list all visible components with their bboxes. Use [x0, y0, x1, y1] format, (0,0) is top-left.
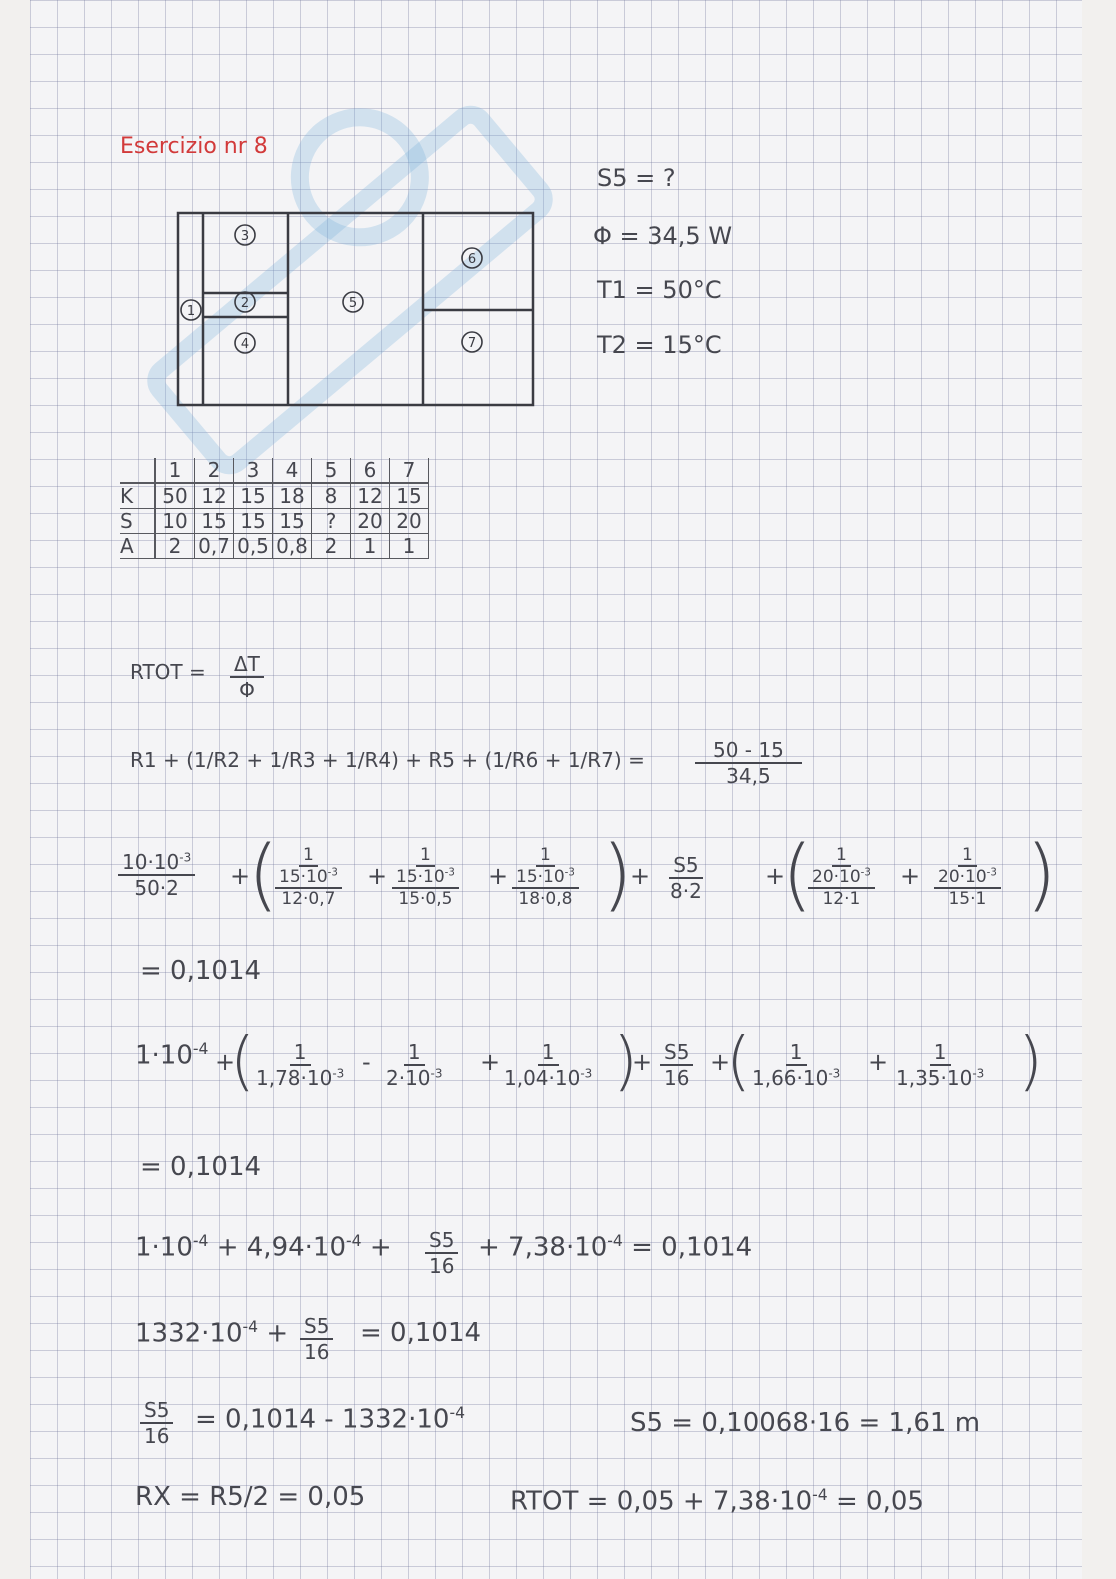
table-header-cell: 4 — [273, 458, 312, 483]
eq3-t2b-exp: -3 — [444, 867, 455, 879]
open-paren: ( — [248, 830, 279, 920]
eq3-t4b-exp: -3 — [986, 867, 997, 879]
eq7-rhs: = $0,1014 - 1332\cdot 10^{-4}$ — [195, 1404, 466, 1435]
eq5-den: 16 — [429, 1254, 455, 1278]
open-paren: ( — [782, 830, 813, 920]
table-cell: 20 — [390, 509, 429, 534]
eq3-t2c-one: 1 — [536, 845, 555, 867]
properties-table — [120, 458, 429, 559]
table-cell: 20 — [351, 509, 390, 534]
eq3-term3 — [666, 853, 706, 903]
eq2-numerator: 50 - 15 — [695, 738, 802, 764]
given-t2: T2 = 15°C — [597, 331, 722, 359]
plus-sign: + — [488, 862, 509, 890]
row-label: A — [120, 534, 155, 559]
diagram-label-3: 3 — [240, 229, 250, 244]
eq6-result: = 0,1014 — [360, 1318, 482, 1348]
table-cell: 15 — [195, 509, 234, 534]
eq4-term3-num: S5 — [660, 1040, 693, 1066]
eq4-t2a: $\frac{1}{1,78\cdot 10^{-3}}$ — [256, 1040, 345, 1090]
plus-sign: + — [900, 862, 921, 890]
eq6-num: S5 — [300, 1314, 333, 1340]
table-row — [120, 509, 429, 534]
eq3-term1-exp: -3 — [179, 850, 192, 865]
table-cell: 50 — [155, 483, 195, 509]
eq4-t4a: $\frac{1}{1,66\cdot 10^{-3}}$ — [752, 1040, 841, 1090]
open-paren: ( — [726, 1025, 751, 1099]
row-label: S — [120, 509, 155, 534]
eq4-t2b-num: 1 — [404, 1040, 425, 1066]
table-cell: 2 — [312, 534, 351, 559]
table-cell: 12 — [351, 483, 390, 509]
table-header-cell: 2 — [195, 458, 234, 483]
close-paren: ) — [613, 1025, 638, 1099]
table-header-cell: 5 — [312, 458, 351, 483]
eq4-t2c-den: 1,04·10 — [504, 1066, 581, 1090]
eq5-line: $1\cdot 10^{-4} + 4,94\cdot 10^{-4}$ + — [135, 1232, 392, 1263]
eq7-num: S5 — [140, 1398, 173, 1424]
eq3-t4a-one: 1 — [832, 845, 851, 867]
given-flux: Φ = 34,5 W — [593, 222, 733, 250]
table-cell: 0,7 — [195, 534, 234, 559]
table-cell: 15 — [234, 509, 273, 534]
eq3-t2b-one: 1 — [416, 845, 435, 867]
diagram-label-7: 7 — [467, 336, 477, 351]
eq2-denominator: 34,5 — [726, 764, 771, 788]
wall-diagram — [170, 205, 540, 410]
eq3-t4a — [808, 845, 875, 909]
given-t1: T1 = 50°C — [597, 276, 722, 304]
eq1-denominator: Φ — [239, 678, 255, 702]
close-paren: ) — [602, 830, 633, 920]
table-cell: 15 — [273, 509, 312, 534]
eq3-term1-num: 10·10 — [122, 850, 180, 874]
table-cell: 15 — [234, 483, 273, 509]
table-row — [120, 483, 429, 509]
eq3-t4b — [934, 845, 1001, 909]
row-label: K — [120, 483, 155, 509]
diagram-label-5: 5 — [348, 296, 358, 311]
table-header-cell: 7 — [390, 458, 429, 483]
eq3-t4b-den: 15·1 — [948, 889, 987, 909]
table-header-row — [120, 458, 429, 483]
eq4-t2c-num: 1 — [538, 1040, 559, 1066]
eq4-t4a-num: 1 — [786, 1040, 807, 1066]
diagram-label-1: 1 — [186, 304, 196, 319]
eq5-fraction — [425, 1228, 458, 1278]
eq7-den: 16 — [144, 1424, 170, 1448]
eq4-t4b: $\frac{1}{1,35\cdot 10^{-3}}$ — [896, 1040, 985, 1090]
eq8-rhs: RTOT = $0,05 + 7,38\cdot 10^{-4} = 0,05$ — [510, 1486, 924, 1517]
eq4-term3 — [660, 1040, 693, 1090]
plus-sign: + — [630, 862, 651, 890]
eq6-fraction — [300, 1314, 333, 1364]
given-unknown: S5 = ? — [597, 164, 676, 192]
table-cell: 1 — [351, 534, 390, 559]
eq3-t4b-one: 1 — [958, 845, 977, 867]
eq4-t2c: $\frac{1}{1,04\cdot 10^{-3}}$ — [504, 1040, 593, 1090]
diagram-label-4: 4 — [240, 337, 250, 352]
eq3-t2a-num: 15·10 — [279, 867, 328, 887]
plus-sign: + — [868, 1048, 889, 1076]
eq7-result: S5 = 0,10068·16 = 1,61 m — [630, 1408, 981, 1438]
eq6-den: 16 — [304, 1340, 330, 1364]
eq4-t2a-den: 1,78·10 — [256, 1066, 333, 1090]
plus-sign: + — [215, 1048, 236, 1076]
eq4-t2b: $\frac{1}{2\cdot 10^{-3}}$ — [386, 1040, 443, 1090]
open-paren: ( — [230, 1025, 255, 1099]
plus-sign: + — [480, 1048, 501, 1076]
table-cell: 8 — [312, 483, 351, 509]
eq3-result: = 0,1014 — [140, 956, 262, 986]
notebook-page — [30, 0, 1082, 1579]
eq4-t4b-den: 1,35·10 — [896, 1066, 973, 1090]
plus-sign: + — [765, 862, 786, 890]
eq3-t2c-den: 18·0,8 — [518, 889, 573, 909]
eq5-num: S5 — [425, 1228, 458, 1254]
minus-dash: - — [362, 1048, 371, 1076]
eq3-t4a-num: 20·10 — [812, 867, 861, 887]
eq4-t2b-den: 2·10 — [386, 1066, 431, 1090]
eq1-fraction — [230, 652, 264, 702]
eq3-term3-den: 8·2 — [670, 879, 702, 903]
table-cell: 10 — [155, 509, 195, 534]
close-paren: ) — [1026, 830, 1057, 920]
plus-sign: + — [710, 1048, 731, 1076]
eq8-lhs: RX = R5/2 = 0,05 — [135, 1482, 366, 1512]
plus-sign: + — [230, 862, 251, 890]
close-paren: ) — [1018, 1025, 1043, 1099]
exercise-title: Esercizio nr 8 — [120, 134, 268, 159]
table-cell: 18 — [273, 483, 312, 509]
table-header-cell: 1 — [155, 458, 195, 483]
table-header-cell: 6 — [351, 458, 390, 483]
eq3-t2a-exp: -3 — [327, 867, 338, 879]
eq3-t2a — [275, 845, 342, 909]
table-header-cell: 3 — [234, 458, 273, 483]
eq3-t2c — [512, 845, 579, 909]
table-cell: 2 — [155, 534, 195, 559]
table-cell: ? — [312, 509, 351, 534]
eq4-term3-den: 16 — [664, 1066, 690, 1090]
eq3-t2b — [392, 845, 459, 909]
plus-sign: + — [632, 1048, 653, 1076]
table-cell: 0,8 — [273, 534, 312, 559]
table-cell: 1 — [390, 534, 429, 559]
eq4-t4b-num: 1 — [930, 1040, 951, 1066]
eq2-fraction — [695, 738, 802, 788]
eq4-result: = 0,1014 — [140, 1152, 262, 1182]
eq3-term3-num: S5 — [669, 853, 702, 879]
table-row — [120, 534, 429, 559]
eq4-t4a-den: 1,66·10 — [752, 1066, 829, 1090]
eq5-rest: + $7,38\cdot 10^{-4} = 0,1014$ — [478, 1232, 753, 1263]
eq1-numerator: ΔT — [230, 652, 264, 678]
eq3-t4b-num: 20·10 — [938, 867, 987, 887]
eq3-t2b-den: 15·0,5 — [398, 889, 453, 909]
diagram-label-2: 2 — [240, 296, 250, 311]
eq3-t2c-num: 15·10 — [516, 867, 565, 887]
eq6-lhs: $1332\cdot 10^{-4}$ + — [135, 1318, 289, 1349]
eq1-lhs: RTOT = — [130, 660, 206, 684]
table-cell: 15 — [390, 483, 429, 509]
eq3-t4a-den: 12·1 — [822, 889, 861, 909]
table-cell: 12 — [195, 483, 234, 509]
eq3-t2a-den: 12·0,7 — [281, 889, 336, 909]
eq3-term1 — [118, 850, 195, 900]
eq2-lhs: R1 + (1/R2 + 1/R3 + 1/R4) + R5 + (1/R6 + 1/R7) = — [130, 748, 645, 772]
diagram-label-6: 6 — [467, 252, 477, 267]
eq3-term1-den: 50·2 — [134, 876, 179, 900]
eq3-t4a-exp: -3 — [860, 867, 871, 879]
table-cell: 0,5 — [234, 534, 273, 559]
eq4-t2a-num: 1 — [290, 1040, 311, 1066]
eq3-t2c-exp: -3 — [564, 867, 575, 879]
eq7-fraction — [140, 1398, 173, 1448]
plus-sign: + — [367, 862, 388, 890]
eq4-term1: $1\cdot 10^{-4}$ — [135, 1040, 209, 1071]
eq3-t2a-one: 1 — [299, 845, 318, 867]
eq3-t2b-num: 15·10 — [396, 867, 445, 887]
